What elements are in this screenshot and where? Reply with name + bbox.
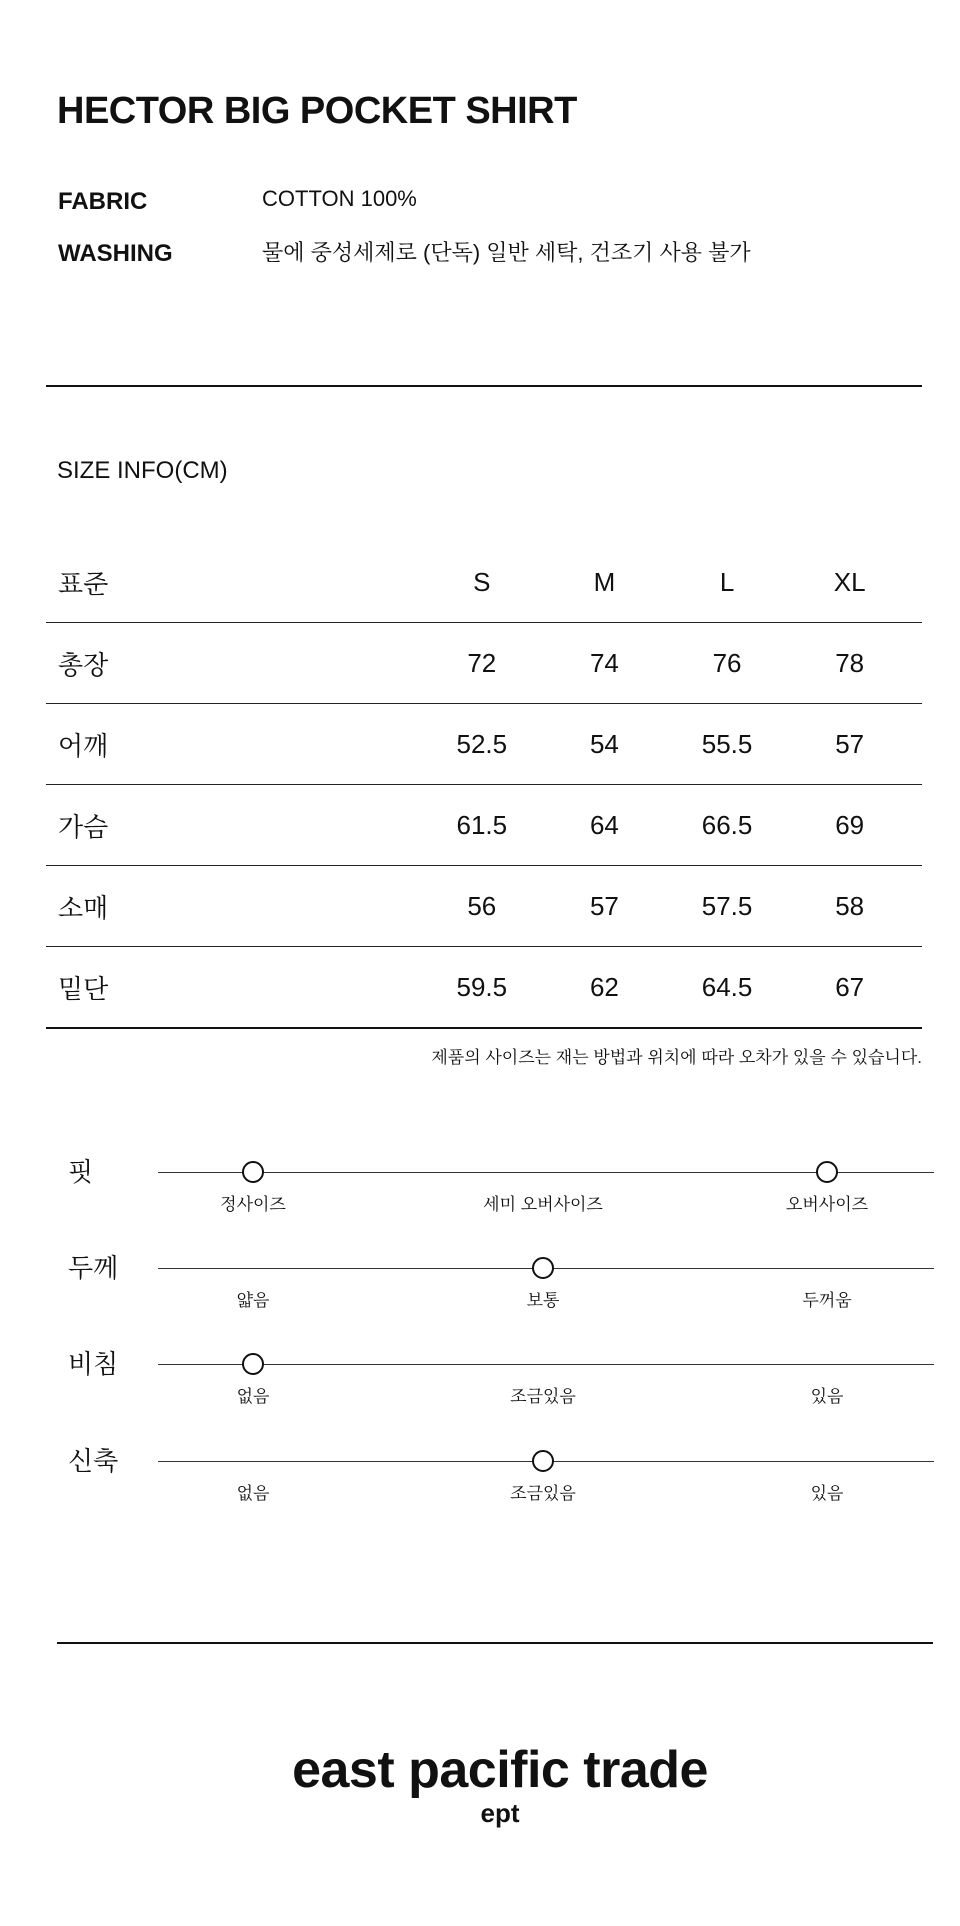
table-row bbox=[46, 866, 922, 947]
brand-short: ept bbox=[480, 1798, 520, 1828]
table-cell: 78 bbox=[835, 647, 865, 678]
scale-option: 얇음 bbox=[236, 1291, 270, 1310]
size-info-title: SIZE INFO(CM) bbox=[57, 457, 228, 484]
row-label: 소매 bbox=[58, 892, 109, 923]
size-note: 제품의 사이즈는 재는 방법과 위치에 따라 오차가 있을 수 있습니다. bbox=[431, 1048, 922, 1067]
size-table-header bbox=[46, 542, 922, 623]
table-cell: 58 bbox=[835, 890, 865, 921]
size-table bbox=[46, 542, 922, 1029]
fabric-label: FABRIC bbox=[58, 188, 148, 215]
table-cell: 64.5 bbox=[701, 971, 753, 1002]
table-cell: 52.5 bbox=[456, 728, 508, 759]
scale-option: 두꺼움 bbox=[802, 1291, 852, 1310]
table-cell: 57 bbox=[589, 890, 619, 921]
scale-option: 오버사이즈 bbox=[785, 1195, 869, 1214]
scale-marker bbox=[242, 1353, 264, 1375]
scale-option: 없음 bbox=[236, 1387, 270, 1406]
table-cell: 56 bbox=[467, 890, 497, 921]
washing-value: 물에 중성세제로 (단독) 일반 세탁, 건조기 사용 불가 bbox=[262, 240, 751, 265]
size-header-label: 표준 bbox=[58, 568, 109, 599]
size-header-l: L bbox=[719, 566, 735, 597]
scale-line bbox=[158, 1364, 934, 1365]
row-label: 총장 bbox=[58, 649, 109, 680]
scale-marker bbox=[532, 1257, 554, 1279]
fabric-value: COTTON 100% bbox=[262, 186, 417, 211]
table-cell: 59.5 bbox=[456, 971, 508, 1002]
table-cell: 66.5 bbox=[701, 809, 753, 840]
washing-label: WASHING bbox=[58, 240, 173, 267]
table-cell: 69 bbox=[835, 809, 865, 840]
brand-name: east pacific trade bbox=[292, 1741, 708, 1799]
scale-option: 조금있음 bbox=[510, 1484, 576, 1503]
scale-marker bbox=[816, 1161, 838, 1183]
divider-bottom bbox=[57, 1642, 933, 1644]
attribute-label: 신축 bbox=[68, 1446, 119, 1476]
table-cell: 67 bbox=[835, 971, 865, 1002]
row-label: 밑단 bbox=[58, 973, 109, 1004]
scale-option: 있음 bbox=[810, 1484, 844, 1503]
attribute-label: 비침 bbox=[68, 1349, 119, 1379]
table-row bbox=[46, 785, 922, 866]
row-label: 어깨 bbox=[58, 730, 109, 761]
product-title: HECTOR BIG POCKET SHIRT bbox=[57, 90, 577, 132]
scale-option: 정사이즈 bbox=[220, 1195, 286, 1214]
attribute-label: 핏 bbox=[68, 1157, 94, 1187]
table-cell: 61.5 bbox=[456, 809, 508, 840]
scale-marker bbox=[532, 1450, 554, 1472]
table-cell: 57 bbox=[835, 728, 865, 759]
table-cell: 54 bbox=[589, 728, 619, 759]
table-cell: 72 bbox=[467, 647, 497, 678]
scale-option: 있음 bbox=[810, 1387, 844, 1406]
scale-option: 보통 bbox=[526, 1291, 560, 1310]
table-row bbox=[46, 947, 922, 1029]
size-header-xl: XL bbox=[833, 566, 866, 597]
size-header-s: S bbox=[473, 566, 491, 597]
divider-top bbox=[46, 385, 922, 387]
table-cell: 76 bbox=[712, 647, 742, 678]
scale-option: 없음 bbox=[236, 1484, 270, 1503]
table-cell: 64 bbox=[589, 809, 619, 840]
attribute-label: 두께 bbox=[68, 1253, 119, 1283]
table-row bbox=[46, 623, 922, 704]
table-cell: 62 bbox=[589, 971, 619, 1002]
scale-marker bbox=[242, 1161, 264, 1183]
table-cell: 55.5 bbox=[701, 728, 753, 759]
row-label: 가슴 bbox=[58, 811, 109, 842]
table-cell: 57.5 bbox=[701, 890, 753, 921]
table-row bbox=[46, 704, 922, 785]
scale-option: 조금있음 bbox=[510, 1387, 576, 1406]
size-header-m: M bbox=[593, 566, 616, 597]
table-cell: 74 bbox=[589, 647, 619, 678]
scale-option: 세미 오버사이즈 bbox=[483, 1195, 603, 1214]
